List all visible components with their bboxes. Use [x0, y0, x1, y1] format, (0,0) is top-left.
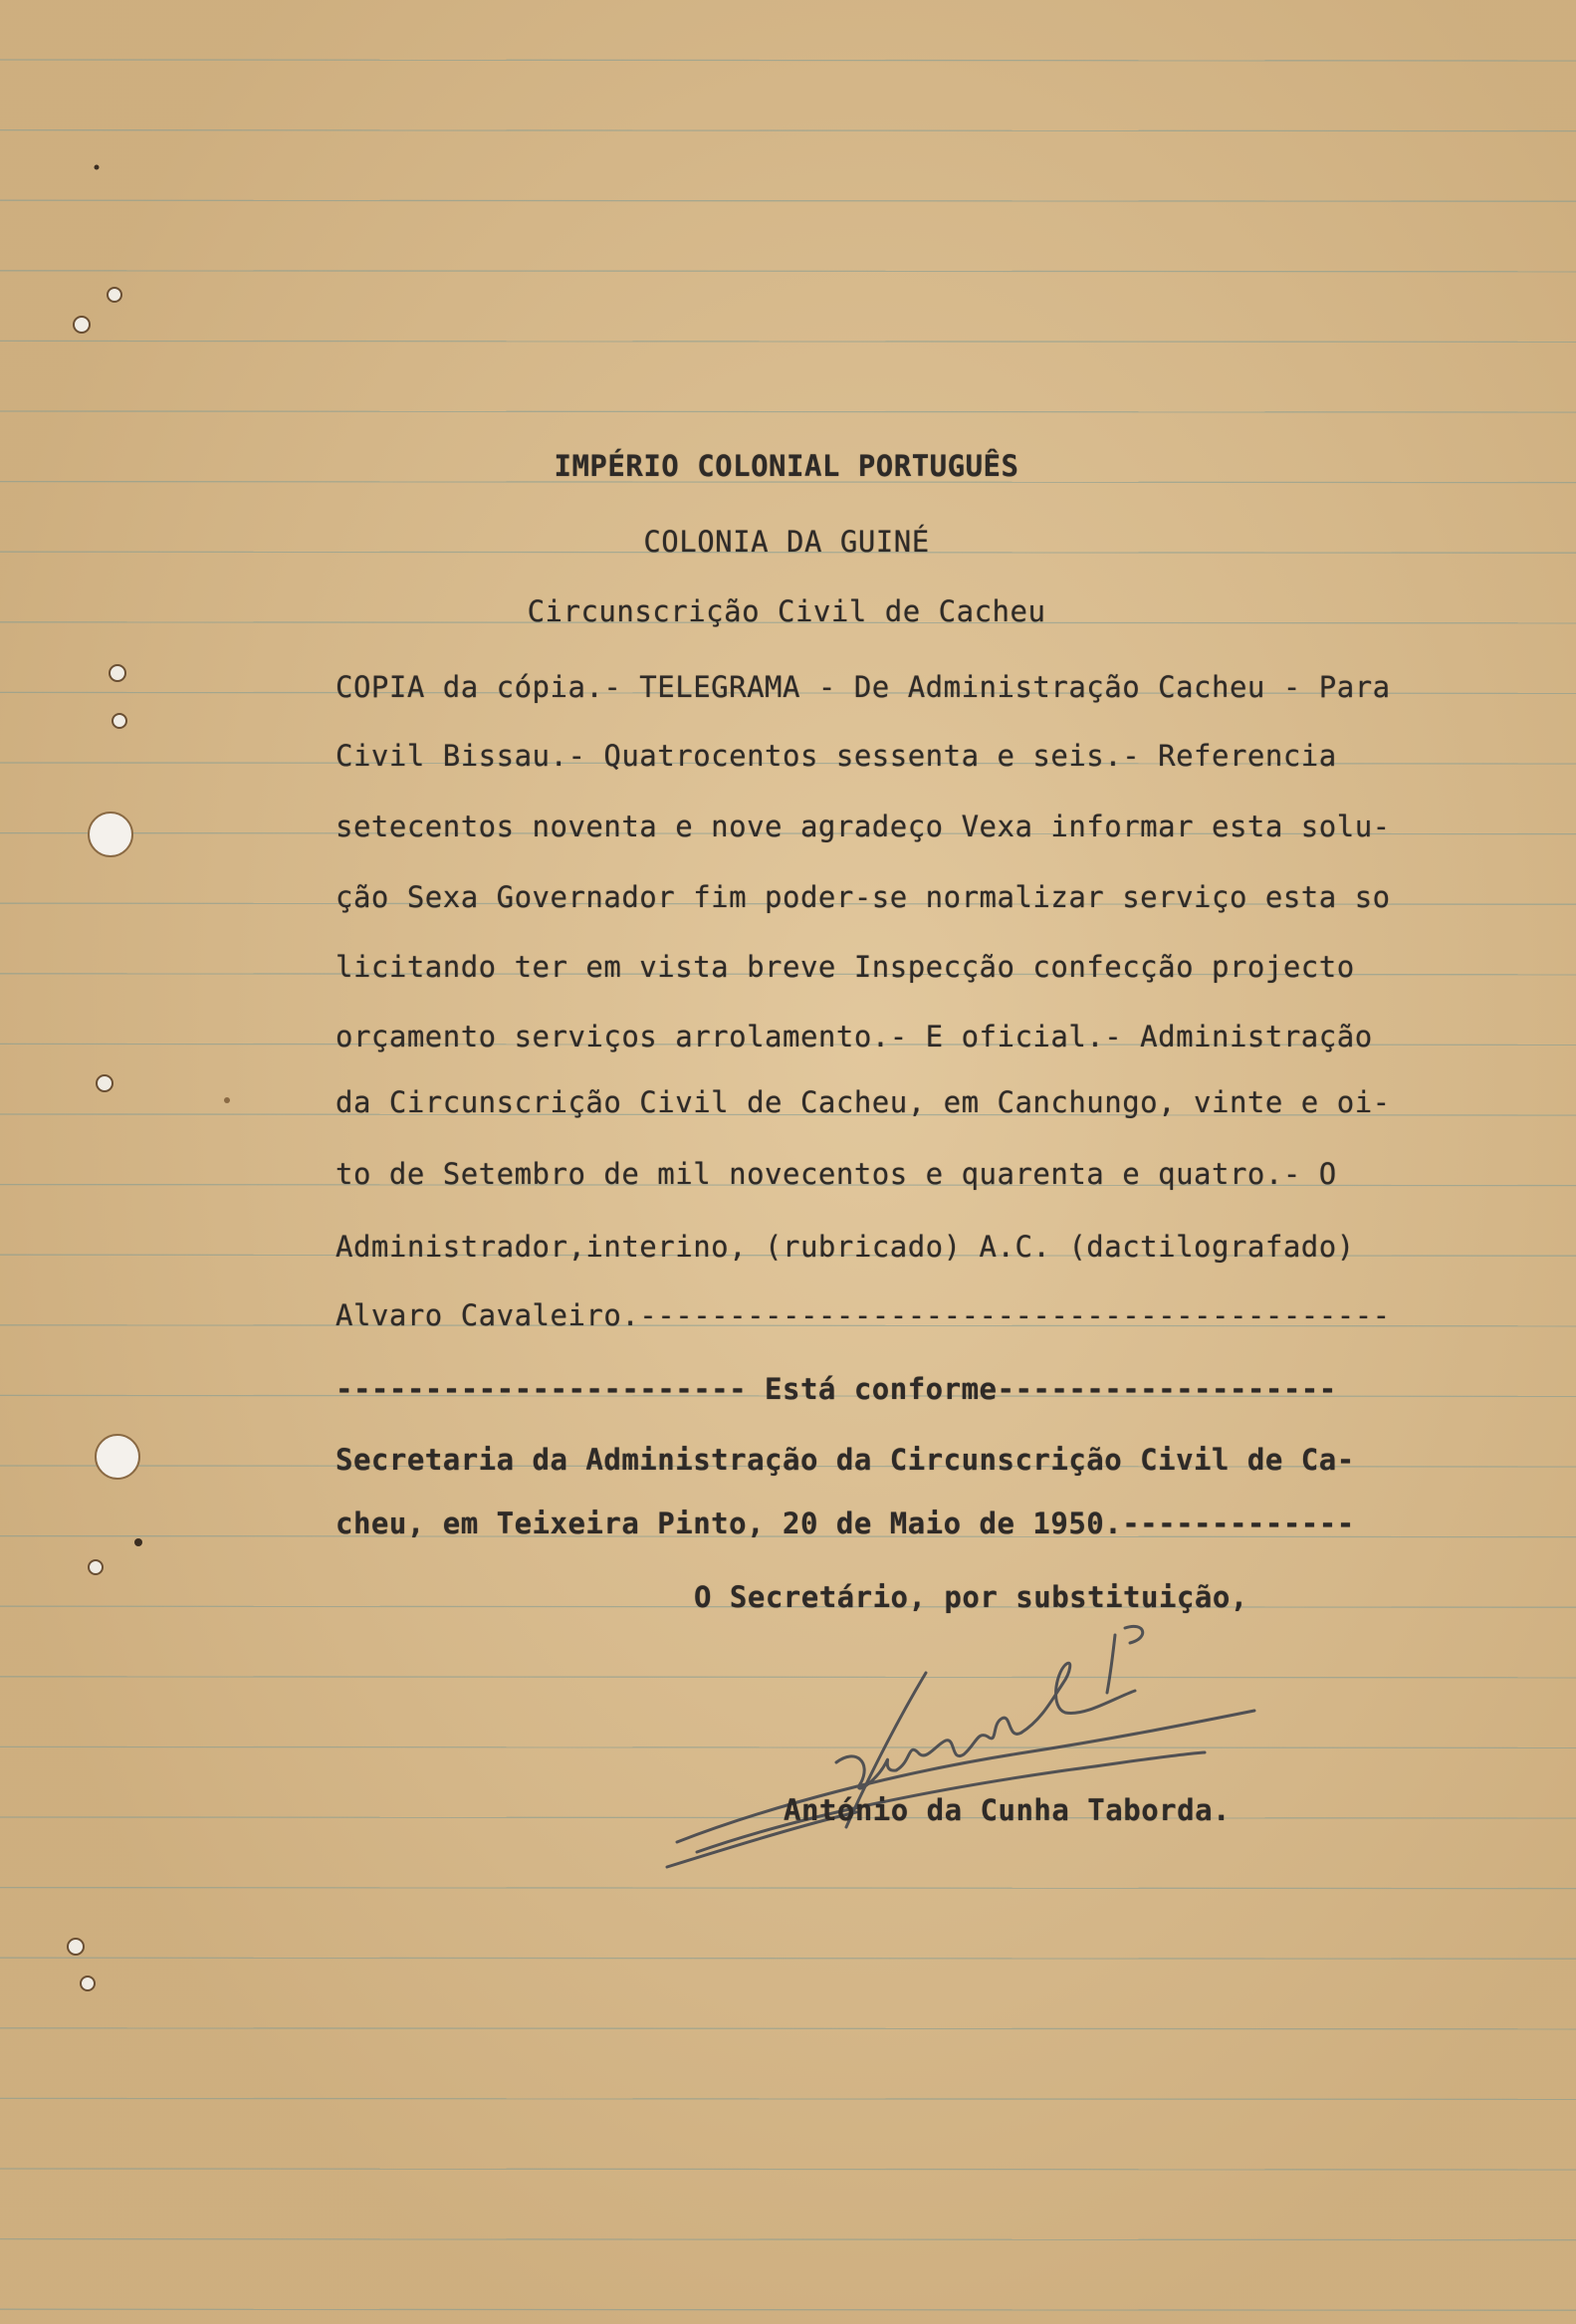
body-line-3: setecentos noventa e nove agradeço Vexa informar esta solu- — [336, 810, 1391, 843]
signatory-name: António da Cunha Taborda. — [784, 1793, 1231, 1827]
body-line-2: Civil Bissau.- Quatrocentos sessenta e seis.- Referencia — [336, 739, 1337, 773]
body-line-6: orçamento serviços arrolamento.- E oficial.- Administração — [336, 1020, 1373, 1053]
body-line-8: to de Setembro de mil novecentos e quarenta e quatro.- O — [336, 1157, 1337, 1191]
body-line-1: COPIA da cópia.- TELEGRAMA - De Administração Cacheu - Para — [336, 670, 1391, 704]
body-line-7: da Circunscrição Civil de Cacheu, em Canchungo, vinte e oi- — [336, 1085, 1391, 1119]
header-district: Circunscrição Civil de Cacheu — [527, 594, 1046, 628]
certification-line-2: cheu, em Teixeira Pinto, 20 de Maio de 1950.------------- — [336, 1507, 1355, 1540]
body-line-4: ção Sexa Governador fim poder-se normalizar serviço esta so — [336, 880, 1391, 914]
certification-line-1: Secretaria da Administração da Circunscrição Civil de Ca- — [336, 1443, 1355, 1477]
body-line-5: licitando ter em vista breve Inspecção confecção projecto — [336, 950, 1355, 984]
header-empire: IMPÉRIO COLONIAL PORTUGUÊS — [554, 449, 1019, 483]
handwritten-signature — [647, 1613, 1294, 1882]
body-line-9: Administrador,interino, (rubricado) A.C. (dactilografado) — [336, 1230, 1355, 1264]
signatory-title: O Secretário, por substituição, — [694, 1580, 1248, 1614]
conformity-line: ----------------------- Está conforme------------------- — [336, 1372, 1337, 1406]
header-colony: COLONIA DA GUINÉ — [643, 525, 930, 559]
body-line-10: Alvaro Cavaleiro.------------------------------------------ — [336, 1298, 1391, 1332]
